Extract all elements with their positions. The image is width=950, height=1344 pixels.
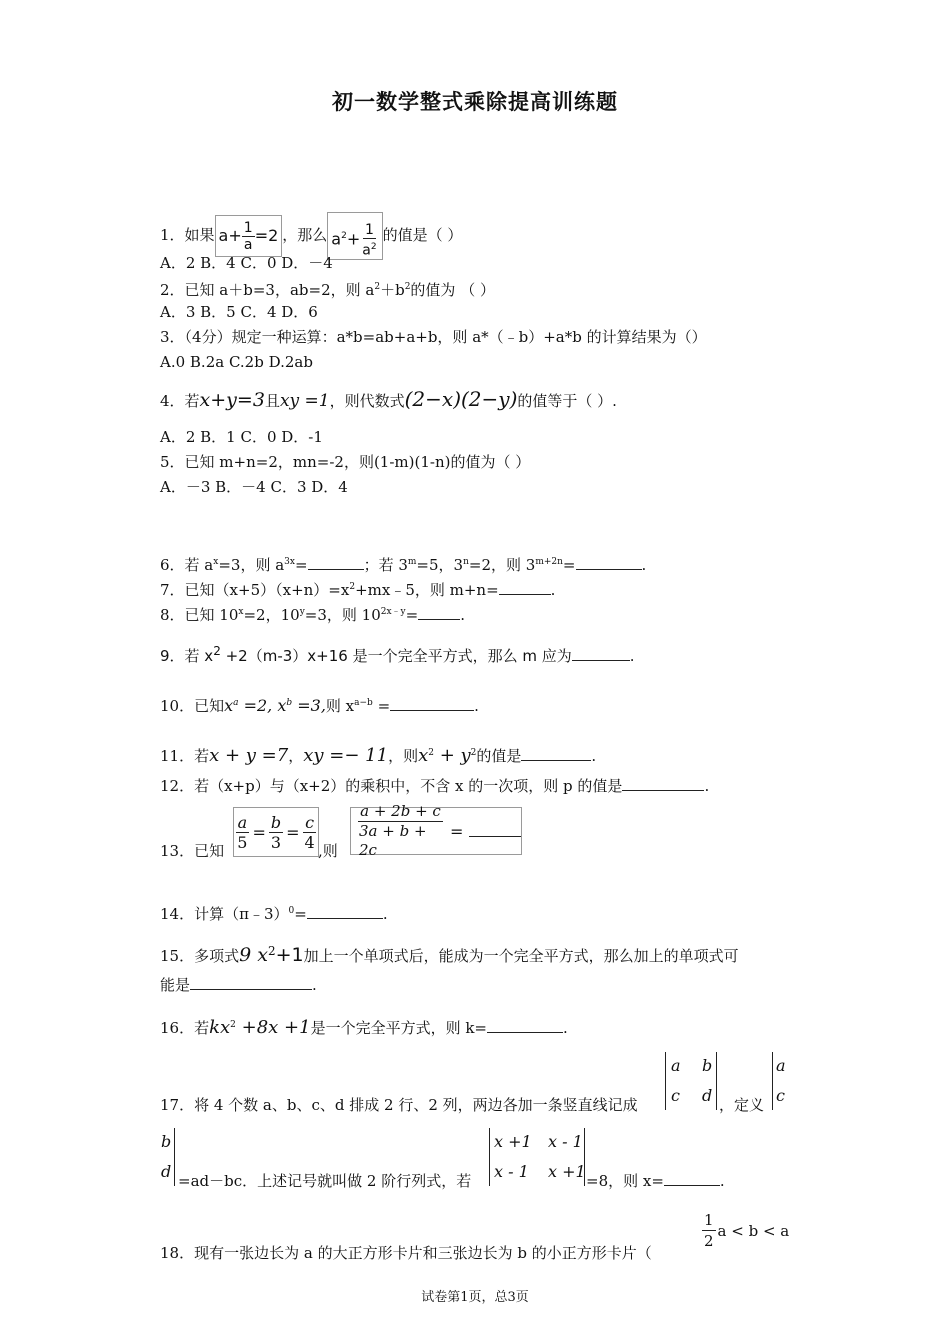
- answer-blank[interactable]: [664, 1171, 720, 1186]
- formula-box-expression: $\frac{a + 2b + c}{3a + b + 2c}$ =: [350, 807, 522, 855]
- question-1-options: A．2 B．4 C．0 D．－4: [160, 254, 333, 272]
- determinant-equation: x +1 x - 1 x - 1 x +1: [489, 1128, 585, 1186]
- determinant-notation: a b c d: [665, 1052, 717, 1110]
- answer-blank[interactable]: [572, 646, 630, 661]
- determinant-def-col2: b d: [160, 1128, 175, 1186]
- question-17-def: ，定义: [719, 1096, 765, 1114]
- question-13-then: ,则: [318, 842, 338, 860]
- answer-blank[interactable]: [308, 555, 364, 570]
- question-8: 8．已知 $10^x=2$，$10^y=3$，则 $10^{2x﹣y}=$ .: [160, 606, 465, 624]
- answer-blank[interactable]: [418, 605, 460, 620]
- determinant-def-col1: a c: [776, 1056, 786, 1105]
- answer-blank[interactable]: [487, 1018, 563, 1033]
- determinant-left-bar: [772, 1052, 773, 1110]
- question-17-line2: =ad－bc．上述记号就叫做 2 阶行列式，若: [178, 1172, 472, 1190]
- answer-blank[interactable]: [622, 776, 704, 791]
- question-16: 16．若$kx^2 +8x +1$是一个完全平方式，则 k= .: [160, 1017, 568, 1038]
- answer-blank[interactable]: [307, 904, 383, 919]
- question-15: 15．多项式9 $x^2+1$加上一个单项式后，能成为一个完全平方式，那么加上的单项式可: [160, 944, 739, 966]
- question-9: 9．若 $x^2 +2(m-3)x+16$ 是一个完全平方式，那么 m 应为 .: [160, 644, 635, 665]
- question-11: 11．若x + y =7，xy =− 11，则$x^2 + y^2$的值是 .: [160, 745, 597, 766]
- question-3: 3．（4分）规定一种运算：a*b=ab+a+b，则 a*（﹣b）+a*b 的计算结果为（）: [160, 328, 707, 346]
- question-1: 1．如果 a+ $\frac{1}{a}$ =2 ，那么 $a^2+$ $\frac{1}{a^2}$ 的值是（ ）: [160, 212, 462, 260]
- formula-box-ratio: $\frac{a}{5}$ = $\frac{b}{3}$ = $\frac{c}{4}$: [233, 807, 319, 857]
- question-15-line2: 能是 .: [160, 976, 317, 994]
- page-title: 初一数学整式乘除提高训练题: [332, 90, 618, 114]
- question-2: 2．已知 a＋b=3，ab=2，则 $a^2+b^2$的值为 （ ）: [160, 281, 495, 299]
- question-17-answer: =8，则 x= .: [586, 1172, 725, 1190]
- question-18: 18．现有一张边长为 a 的大正方形卡片和三张边长为 b 的小正方形卡片（: [160, 1244, 652, 1262]
- question-7: 7．已知$(x+5)(x+n)=x^2+mx﹣5$，则 m+n= .: [160, 581, 556, 599]
- question-12: 12．若（x+p）与（x+2）的乘积中，不含 x 的一次项，则 p 的值是 .: [160, 777, 710, 795]
- answer-blank[interactable]: [576, 555, 642, 570]
- question-2-options: A．3 B．5 C．4 D．6: [160, 303, 318, 321]
- page-footer: 试卷第1页，总3页: [421, 1290, 529, 1305]
- answer-blank[interactable]: [499, 580, 551, 595]
- inequality-expression: $\frac{1}{2}$ a < b < a: [704, 1211, 790, 1250]
- question-3-options: A.0 B.2a C.2b D.2ab: [160, 353, 313, 371]
- answer-blank[interactable]: [190, 975, 312, 990]
- formula-box-2: $a^2+$ $\frac{1}{a^2}$: [327, 212, 382, 260]
- question-17: 17．将 4 个数 a、b、c、d 排成 2 行、2 列，两边各加一条竖直线记成: [160, 1096, 638, 1114]
- question-4-options: A．2 B．1 C．0 D．-1: [160, 428, 323, 446]
- question-5-options: A．－3 B．－4 C．3 D．4: [160, 478, 348, 496]
- question-13-label: 13．已知: [160, 842, 225, 860]
- answer-blank[interactable]: [390, 696, 474, 711]
- answer-blank[interactable]: [521, 746, 591, 761]
- question-5: 5．已知 m+n=2，mn=-2，则(1-m)(1-n)的值为（ ）: [160, 453, 531, 471]
- question-4: 4．若x+y=3且xy =1，则代数式(2−x)(2−y)的值等于（ ）.: [160, 387, 617, 411]
- question-6: 6．若 $a^x=3$，则 $a^{3x}=$ ；若 $3^m=5$，$3^n=2$，则 $3^{m+2n}=$ .: [160, 556, 647, 574]
- question-10: 10．已知$x^a =2$, $x^b =3$,则 $x^{a-b}$ = .: [160, 696, 479, 715]
- question-14: 14．计算（π﹣3）$^0$= .: [160, 905, 388, 923]
- answer-blank[interactable]: [469, 826, 521, 837]
- formula-box-1: a+ $\frac{1}{a}$ =2: [215, 215, 283, 257]
